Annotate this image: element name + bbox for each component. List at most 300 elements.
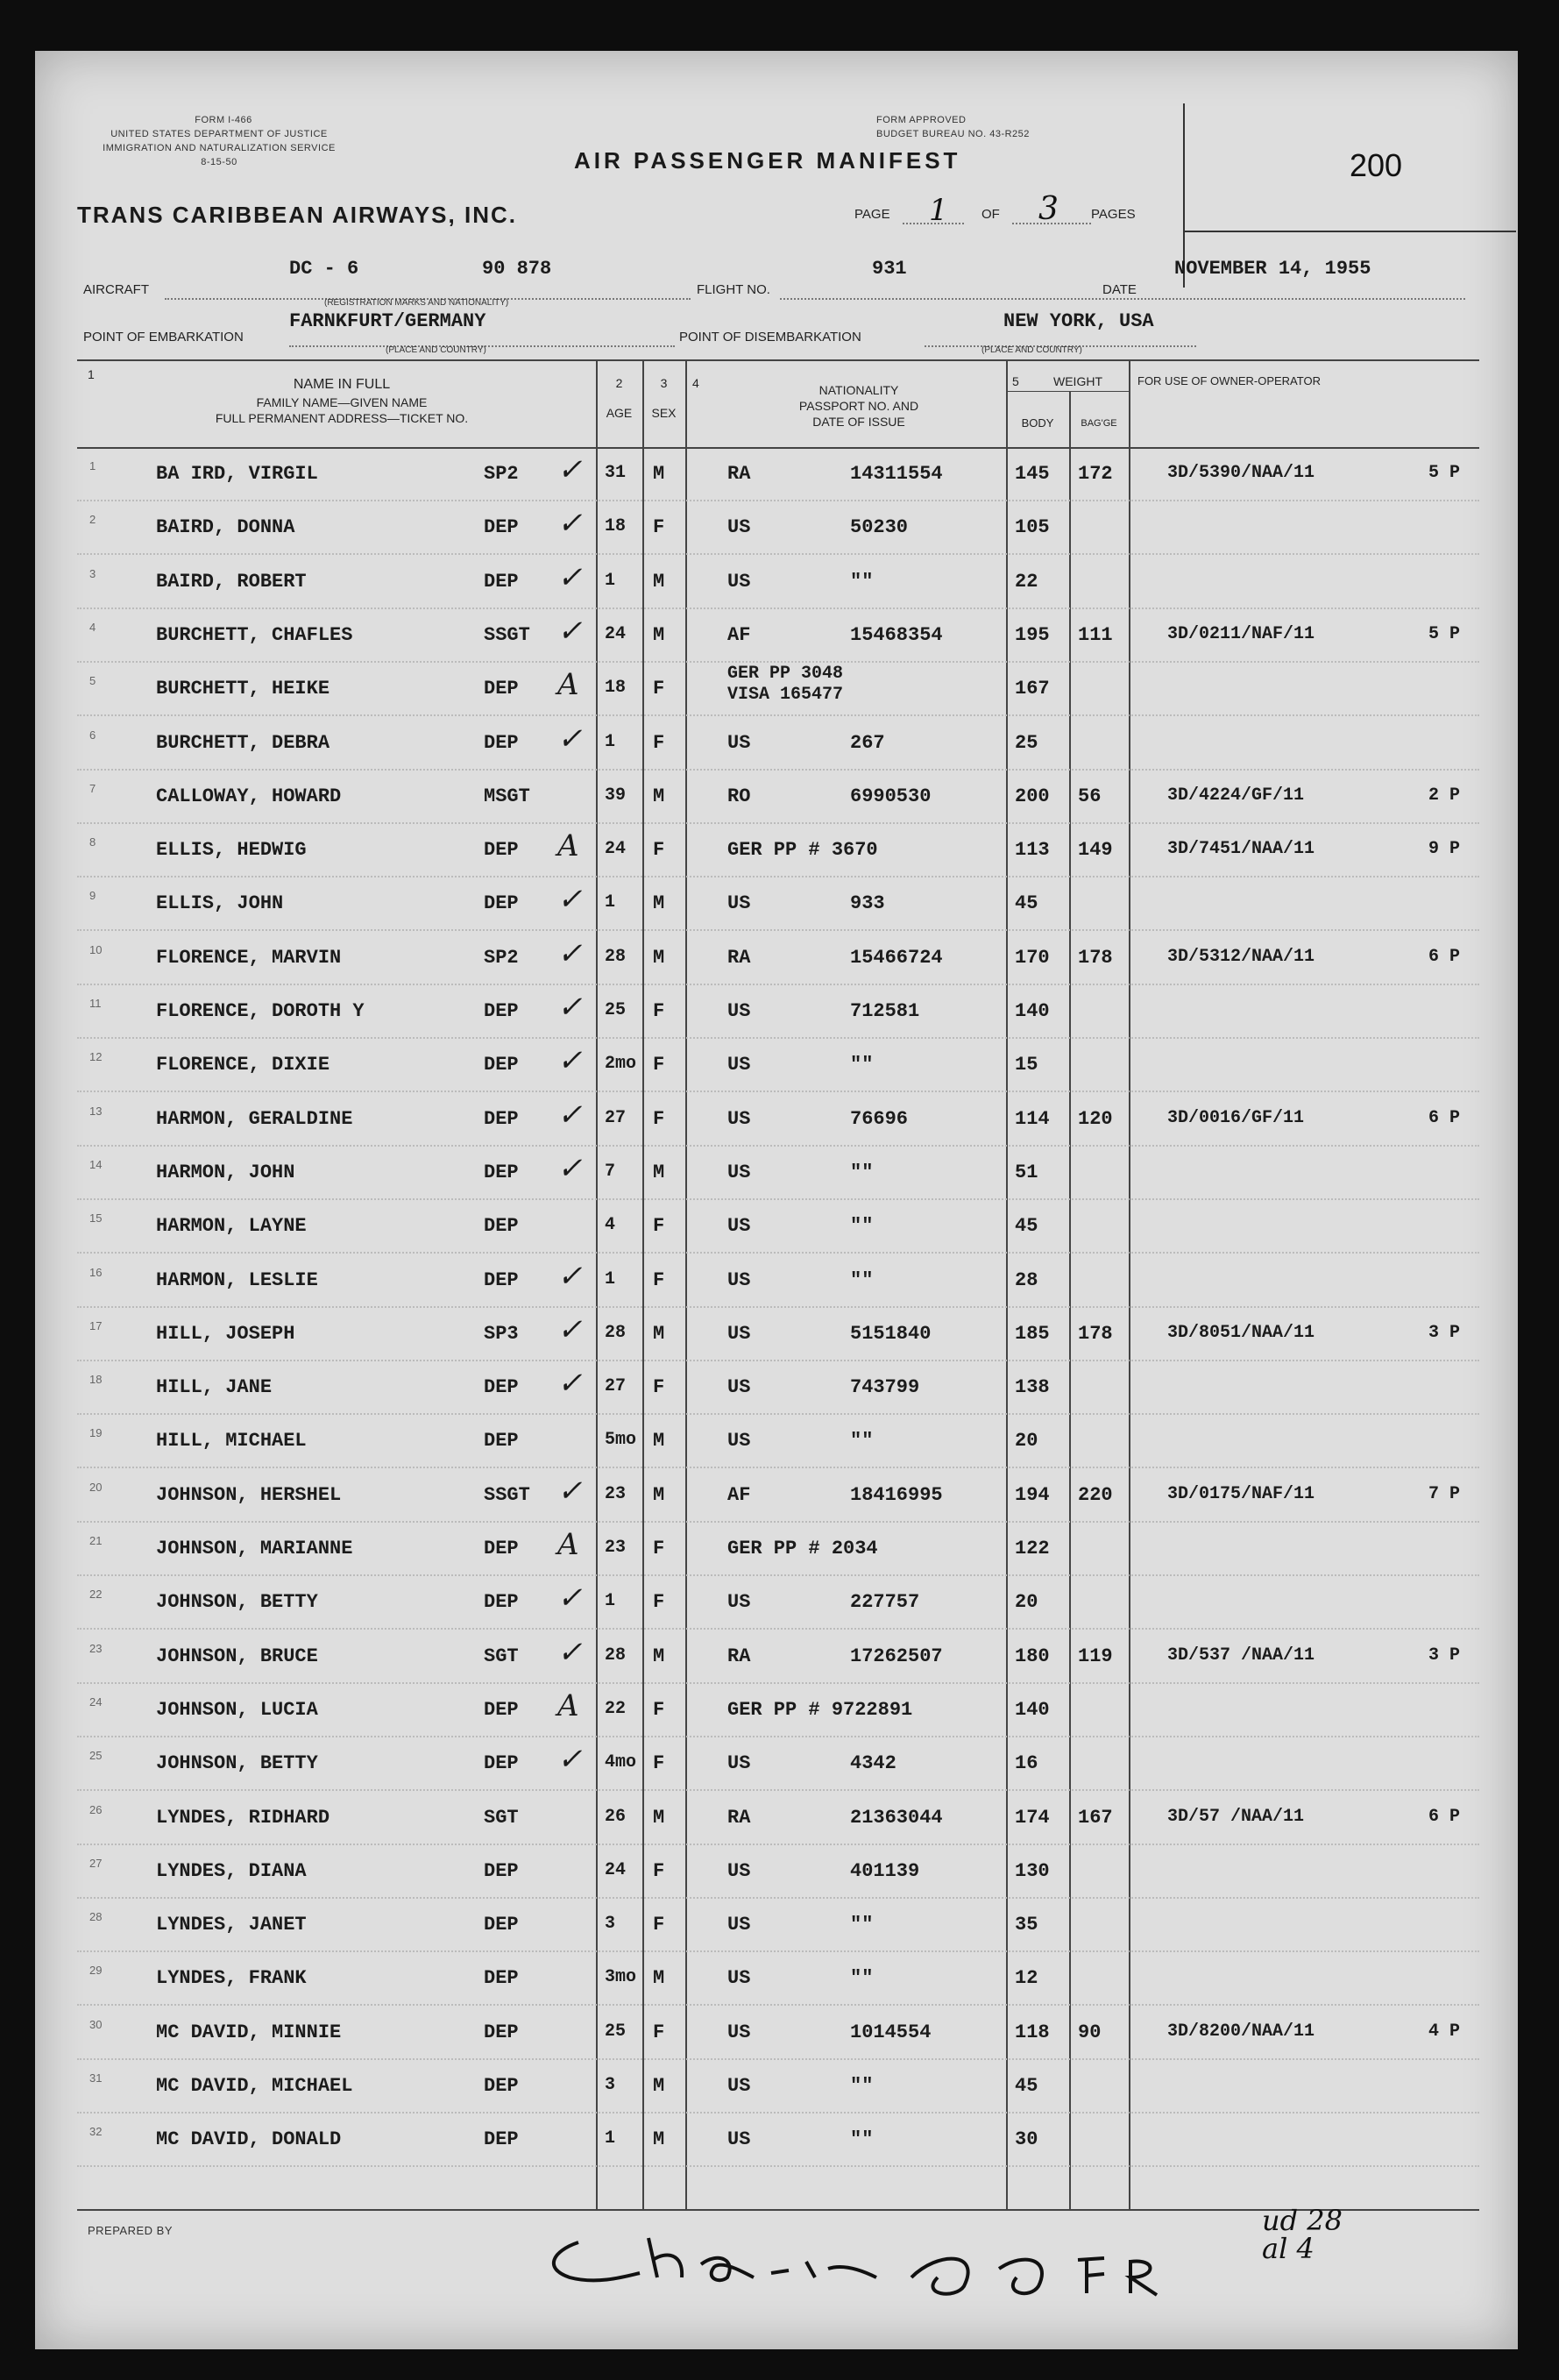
row-separator [77,769,1479,771]
passenger-age: 1 [605,1591,616,1611]
row-number: 2 [89,513,96,526]
row-number: 10 [89,943,103,956]
passport-number: 401139 [850,1860,920,1882]
passport-number: 227757 [850,1591,920,1613]
passenger-rank: DEP [484,2128,519,2150]
pages-label: PAGES [1091,207,1136,222]
operator-column-divider [1129,359,1130,2209]
row-number: 22 [89,1588,103,1601]
passenger-name: FLORENCE, MARVIN [156,947,342,969]
passenger-sex: F [653,732,665,754]
baggage-weight: 120 [1078,1108,1113,1130]
row-number: 16 [89,1266,103,1279]
body-column-divider [1006,359,1008,2209]
baggage-weight: 119 [1078,1645,1113,1667]
body-weight: 180 [1015,1645,1050,1667]
row-separator [77,2004,1479,2006]
passenger-name: CALLOWAY, HOWARD [156,785,342,807]
passenger-name: MC DAVID, MINNIE [156,2021,342,2043]
row-number: 29 [89,1964,103,1977]
operator-pieces: 2 P [1428,785,1461,806]
row-separator [77,2165,1479,2167]
operator-ticket: 3D/5312/NAA/11 [1167,947,1315,967]
row-separator [77,500,1479,501]
passport-number: 267 [850,732,885,754]
body-weight: 45 [1015,892,1038,914]
passenger-sex: M [653,463,665,485]
passenger-rank: SP2 [484,947,519,969]
operator-pieces: 4 P [1428,2021,1461,2042]
operator-pieces: 7 P [1428,1484,1461,1504]
row-separator [77,1574,1479,1576]
pages-total: 3 [1038,191,1059,227]
operator-pieces: 5 P [1428,624,1461,644]
passport-number: "" [850,1269,874,1291]
row-separator [77,929,1479,931]
operator-pieces: 6 P [1428,1807,1461,1827]
passenger-age: 24 [605,839,627,859]
inspection-mark: ✓ [557,1581,583,1616]
row-number: 13 [89,1105,103,1118]
operator-ticket: 3D/4224/GF/11 [1167,785,1305,806]
passport-number: "" [850,1054,874,1076]
row-separator [77,1950,1479,1952]
passenger-age: 3mo [605,1967,637,1987]
passenger-name: BURCHETT, HEIKE [156,678,330,700]
body-weight: 130 [1015,1860,1050,1882]
passenger-rank: DEP [484,892,519,914]
passenger-nationality: US [727,1269,751,1291]
passenger-sex: F [653,1269,665,1291]
body-weight: 122 [1015,1538,1050,1559]
baggage-weight: 56 [1078,785,1102,807]
passenger-sex: M [653,1162,665,1183]
passenger-visa: VISA 165477 [727,685,844,705]
col1-sub-heading: FAMILY NAME—GIVEN NAME [256,395,428,409]
passenger-rank: DEP [484,1108,519,1130]
passenger-name: ELLIS, HEDWIG [156,839,307,861]
body-weight: 45 [1015,1215,1038,1237]
body-weight: 105 [1015,516,1050,538]
col4-passport: PASSPORT NO. AND [798,399,919,413]
age-column-divider [596,359,598,2209]
passenger-sex: F [653,1215,665,1237]
passenger-age: 24 [605,624,627,644]
budget-bureau: BUDGET BUREAU NO. 43-R252 [876,129,1030,139]
passenger-name: ELLIS, JOHN [156,892,284,914]
passenger-sex: M [653,947,665,969]
row-separator [77,1413,1479,1415]
of-label: OF [981,207,1000,222]
passenger-sex: F [653,1538,665,1559]
form-number: FORM I-466 [195,115,252,125]
row-number: 23 [89,1642,103,1655]
passenger-age: 1 [605,1269,616,1289]
flight-label: FLIGHT NO. [697,282,770,297]
col5-weight: WEIGHT [1053,374,1102,388]
operator-ticket: 3D/537 /NAA/11 [1167,1645,1315,1666]
row-separator [77,1198,1479,1200]
passenger-sex: M [653,2075,665,2097]
passenger-age: 22 [605,1699,627,1719]
date-label: DATE [1102,282,1137,297]
passenger-nationality: RO [727,785,751,807]
passenger-age: 25 [605,1000,627,1020]
row-number: 12 [89,1050,103,1063]
manifest-title: AIR PASSENGER MANIFEST [574,147,961,174]
row-separator [77,1521,1479,1523]
passenger-rank: DEP [484,1860,519,1882]
body-weight: 12 [1015,1967,1038,1989]
baggage-weight: 167 [1078,1807,1113,1829]
body-weight: 170 [1015,947,1050,969]
passenger-age: 7 [605,1162,616,1182]
passport-number: 743799 [850,1376,920,1398]
passenger-age: 28 [605,1323,627,1343]
passenger-age: 31 [605,463,627,483]
body-weight: 140 [1015,1699,1050,1721]
col1-heading: NAME IN FULL [293,377,391,392]
table-header-rule [77,447,1479,449]
passenger-nationality: US [727,1108,751,1130]
row-number: 1 [89,459,96,472]
passenger-rank: DEP [484,1967,519,1989]
passenger-nationality: RA [727,1807,751,1829]
passenger-sex: F [653,1108,665,1130]
inspection-mark: A [557,667,579,702]
passenger-rank: DEP [484,516,519,538]
passenger-sex: M [653,1484,665,1506]
inspection-mark: ✓ [557,936,583,971]
inspection-mark: ✓ [557,1742,583,1777]
passenger-age: 23 [605,1484,627,1504]
passenger-name: BAIRD, DONNA [156,516,295,538]
body-weight: 51 [1015,1162,1038,1183]
inspection-mark: ✓ [557,1312,583,1347]
passenger-age: 1 [605,571,616,591]
inspection-mark: ✓ [557,1474,583,1509]
row-number: 6 [89,728,96,742]
passenger-nationality: US [727,2075,751,2097]
passenger-name: HILL, JANE [156,1376,273,1398]
aircraft-type: DC - 6 [289,258,359,280]
passenger-name: HARMON, GERALDINE [156,1108,353,1130]
disembarkation-label: POINT OF DISEMBARKATION [679,330,861,345]
disembarkation-caption: (PLACE AND COUNTRY) [981,345,1082,355]
passenger-rank: SSGT [484,624,530,646]
department-name: UNITED STATES DEPARTMENT OF JUSTICE [110,129,328,139]
sex-column-divider [642,359,644,2209]
row-number: 31 [89,2071,103,2085]
passenger-name: BAIRD, ROBERT [156,571,307,593]
passenger-name: LYNDES, DIANA [156,1860,307,1882]
form-approved: FORM APPROVED [876,115,967,125]
body-weight: 195 [1015,624,1050,646]
embarkation-point: FARNKFURT/GERMANY [289,310,486,332]
col4-number: 4 [692,376,699,390]
passport-number: "" [850,1914,874,1936]
registration-caption: (REGISTRATION MARKS AND NATIONALITY) [324,298,509,308]
passenger-age: 39 [605,785,627,806]
inspection-mark: ✓ [557,1259,583,1294]
passport-number: "" [850,571,874,593]
passenger-nationality: US [727,892,751,914]
passenger-name: JOHNSON, BETTY [156,1752,318,1774]
passenger-sex: F [653,2021,665,2043]
passenger-sex: F [653,1914,665,1936]
body-weight: 28 [1015,1269,1038,1291]
passenger-age: 28 [605,947,627,967]
passenger-age: 18 [605,516,627,536]
passenger-sex: F [653,1000,665,1022]
passenger-sex: M [653,1323,665,1345]
row-separator [77,1306,1479,1308]
passenger-age: 4mo [605,1752,637,1773]
passenger-age: 2mo [605,1054,637,1074]
disembarkation-point: NEW YORK, USA [1003,310,1154,332]
passport-number: "" [850,1162,874,1183]
embarkation-label: POINT OF EMBARKATION [83,330,244,345]
passenger-name: BA IRD, VIRGIL [156,463,318,485]
passport-number: 6990530 [850,785,932,807]
embarkation-caption: (PLACE AND COUNTRY) [386,345,486,355]
passenger-nationality: RA [727,947,751,969]
body-weight: 22 [1015,571,1038,593]
inspection-mark: ✓ [557,560,583,595]
row-separator [77,984,1479,985]
operator-ticket: 3D/0211/NAF/11 [1167,624,1315,644]
passenger-sex: M [653,1430,665,1452]
row-number: 15 [89,1211,103,1225]
body-weight: 114 [1015,1108,1050,1130]
inspection-mark: ✓ [557,721,583,757]
operator-pieces: 6 P [1428,947,1461,967]
operator-ticket: 3D/5390/NAA/11 [1167,463,1315,483]
operator-ticket: 3D/57 /NAA/11 [1167,1807,1305,1827]
passport-number: 1014554 [850,2021,932,2043]
passenger-nationality: AF [727,624,751,646]
operator-pieces: 3 P [1428,1323,1461,1343]
passport-number: 5151840 [850,1323,932,1345]
row-number: 25 [89,1749,103,1762]
passenger-name: FLORENCE, DIXIE [156,1054,330,1076]
inspection-mark: ✓ [557,506,583,541]
row-separator [77,1897,1479,1899]
body-weight: 167 [1015,678,1050,700]
row-number: 8 [89,835,96,849]
passport-number: 933 [850,892,885,914]
passenger-nationality: US [727,1860,751,1882]
passenger-name: HARMON, JOHN [156,1162,295,1183]
passenger-sex: M [653,892,665,914]
body-weight: 194 [1015,1484,1050,1506]
row-number: 3 [89,567,96,580]
body-weight: 35 [1015,1914,1038,1936]
operator-pieces: 6 P [1428,1108,1461,1128]
passenger-nationality: US [727,1215,751,1237]
passenger-sex: M [653,1967,665,1989]
passenger-rank: DEP [484,1430,519,1452]
col2-number: 2 [615,376,623,390]
passenger-sex: M [653,2128,665,2150]
corner-box-bottom-border [1183,231,1516,232]
row-separator [77,1844,1479,1845]
passenger-rank: SGT [484,1807,519,1829]
body-weight: 185 [1015,1323,1050,1345]
baggage-weight: 178 [1078,947,1113,969]
body-weight: 118 [1015,2021,1050,2043]
passenger-rank: DEP [484,1538,519,1559]
body-weight: 20 [1015,1430,1038,1452]
row-separator [77,822,1479,824]
passenger-name: JOHNSON, MARIANNE [156,1538,353,1559]
margin-note-line2: al 4 [1262,2232,1315,2265]
inspection-mark: ✓ [557,1366,583,1401]
passenger-nationality: US [727,1054,751,1076]
passenger-age: 4 [605,1215,616,1235]
passenger-nationality: US [727,732,751,754]
row-separator [77,1789,1479,1791]
passenger-rank: DEP [484,1162,519,1183]
row-number: 21 [89,1534,103,1547]
passenger-rank: DEP [484,678,519,700]
passenger-nationality: US [727,1591,751,1613]
passenger-rank: DEP [484,1699,519,1721]
row-number: 17 [89,1319,103,1332]
inspection-mark: ✓ [557,1635,583,1670]
row-number: 4 [89,621,96,634]
row-separator [77,553,1479,555]
passenger-name: HILL, MICHAEL [156,1430,307,1452]
passenger-age: 5mo [605,1430,637,1450]
row-separator [77,607,1479,609]
col5-number: 5 [1012,374,1019,388]
row-number: 9 [89,889,96,902]
row-number: 30 [89,2018,103,2031]
passenger-rank: DEP [484,1591,519,1613]
passport-number: 712581 [850,1000,920,1022]
passenger-rank: DEP [484,1752,519,1774]
row-number: 14 [89,1158,103,1171]
row-separator [77,1467,1479,1468]
passenger-name: LYNDES, RIDHARD [156,1807,330,1829]
body-weight: 200 [1015,785,1050,807]
passenger-rank: SP3 [484,1323,519,1345]
passport-number: "" [850,1967,874,1989]
passenger-age: 1 [605,892,616,913]
passenger-sex: M [653,624,665,646]
manifest-sheet [35,51,1518,2349]
passport-number: 17262507 [850,1645,943,1667]
inspection-mark: A [557,1527,579,1562]
row-number: 27 [89,1857,103,1870]
passenger-nationality: US [727,2128,751,2150]
passenger-name: MC DAVID, MICHAEL [156,2075,353,2097]
baggage-weight: 111 [1078,624,1113,646]
service-name: IMMIGRATION AND NATURALIZATION SERVICE [103,143,336,153]
row-number: 19 [89,1426,103,1439]
passenger-nationality: US [727,1914,751,1936]
col4-nationality: NATIONALITY [818,383,899,397]
row-separator [77,1091,1479,1092]
passenger-rank: DEP [484,1000,519,1022]
operator-ticket: 3D/7451/NAA/11 [1167,839,1315,859]
baggage-weight: 172 [1078,463,1113,485]
passenger-age: 24 [605,1860,627,1880]
passenger-sex: F [653,1860,665,1882]
inspection-mark: ✓ [557,990,583,1025]
body-weight: 140 [1015,1000,1050,1022]
row-number: 5 [89,674,96,687]
baggage-weight: 178 [1078,1323,1113,1345]
passport-number: 4342 [850,1752,896,1774]
passenger-name: JOHNSON, LUCIA [156,1699,318,1721]
passenger-sex: F [653,1376,665,1398]
col2-age: AGE [606,406,633,420]
aircraft-label: AIRCRAFT [83,282,149,297]
col3-sex: SEX [651,406,677,420]
row-number: 24 [89,1695,103,1709]
operator-ticket: 3D/8200/NAA/11 [1167,2021,1315,2042]
inspection-mark: ✓ [557,882,583,917]
col1-address-heading: FULL PERMANENT ADDRESS—TICKET NO. [215,411,469,425]
form-date: 8-15-50 [201,157,237,167]
passenger-age: 27 [605,1376,627,1396]
baggage-column-divider [1069,391,1071,2209]
passenger-rank: DEP [484,1376,519,1398]
prepared-by-label: PREPARED BY [88,2224,174,2237]
page-number: 1 [929,193,948,228]
passenger-nationality: RA [727,1645,751,1667]
passenger-rank: DEP [484,732,519,754]
row-number: 18 [89,1373,103,1386]
passport-number: 21363044 [850,1807,943,1829]
row-separator [77,876,1479,877]
row-separator [77,1736,1479,1737]
row-separator [77,1037,1479,1039]
nationality-column-divider [685,359,687,2209]
passenger-name: JOHNSON, BRUCE [156,1645,318,1667]
row-number: 20 [89,1481,103,1494]
passenger-rank: DEP [484,2021,519,2043]
row-separator [77,1252,1479,1254]
body-weight: 145 [1015,463,1050,485]
inspection-mark: ✓ [557,1043,583,1078]
passenger-age: 18 [605,678,627,698]
passenger-age: 1 [605,732,616,752]
passenger-name: JOHNSON, HERSHEL [156,1484,342,1506]
passenger-sex: M [653,785,665,807]
passport-number: 15468354 [850,624,943,646]
operator-ticket: 3D/0016/GF/11 [1167,1108,1305,1128]
col5-body: BODY [1021,416,1054,430]
passenger-rank: DEP [484,571,519,593]
passenger-sex: M [653,571,665,593]
passenger-sex: F [653,1752,665,1774]
passenger-nationality: US [727,1967,751,1989]
passenger-age: 3 [605,2075,616,2095]
col1-number: 1 [88,367,95,381]
passenger-age: 26 [605,1807,627,1827]
body-weight: 20 [1015,1591,1038,1613]
operator-ticket: 3D/8051/NAA/11 [1167,1323,1315,1343]
passenger-nationality: GER PP # 9722891 [727,1699,913,1721]
passenger-name: JOHNSON, BETTY [156,1591,318,1613]
passenger-name: BURCHETT, CHAFLES [156,624,353,646]
row-separator [77,714,1479,716]
baggage-weight: 149 [1078,839,1113,861]
passport-number: 15466724 [850,947,943,969]
